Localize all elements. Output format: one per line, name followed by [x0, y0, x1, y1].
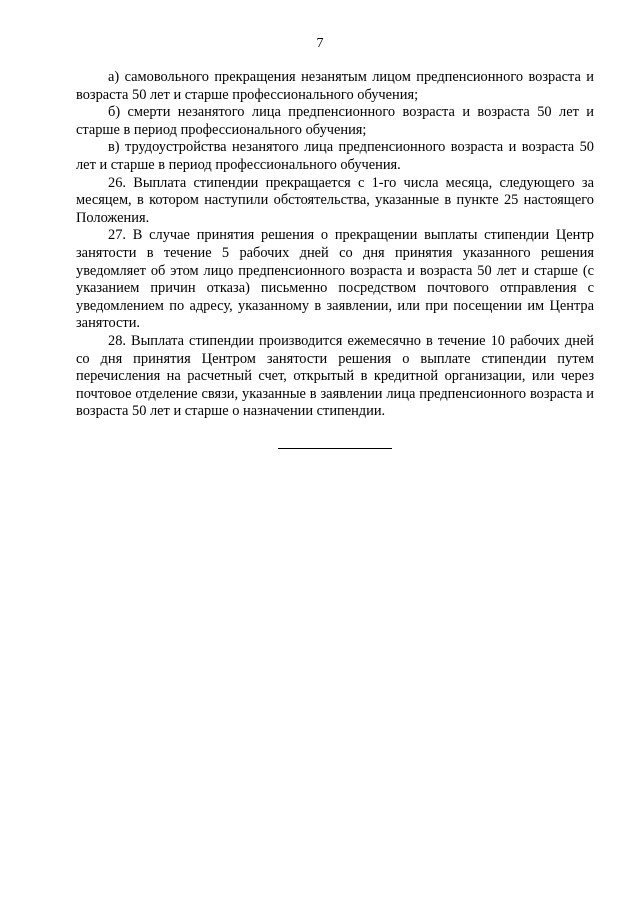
paragraph-v: в) трудоустройства незанятого лица предпенсионного возраста и возраста 50 лет и старше в период профессионального обучения.: [76, 139, 594, 173]
page-number: 7: [316, 36, 324, 51]
paragraph-28: 28. Выплата стипендии производится ежемесячно в течение 10 рабочих дней со дня принятия Центром занятости решения о выплате стипендии путем перечисления на расчетный счет, открытый в кредитной организации, или через почтовое отделение связи, указанные в заявлении лица предпенсионного возраста и возраста 50 лет и старше о назначении стипендии.: [76, 332, 594, 420]
paragraph-a: а) самовольного прекращения незанятым лицом предпенсионного возраста и возраста 50 лет и старше профессионального обучения;: [76, 69, 594, 103]
paragraph-26: 26. Выплата стипендии прекращается с 1-го числа месяца, следующего за месяцем, в котором наступили обстоятельства, указанные в пункте 25 настоящего Положения.: [76, 174, 594, 226]
paragraph-b: б) смерти незанятого лица предпенсионного возраста и возраста 50 лет и старше в период профессионального обучения;: [76, 104, 594, 138]
paragraph-27: 27. В случае принятия решения о прекращении выплаты стипендии Центр занятости в течение 5 рабочих дней со дня принятия указанного решения уведомляет об этом лицо предпенсионного возраста и возраста 50 лет и старше (с указанием причин отказа) письменно посредством почтового отправления с уведомлением по адресу, указанному в заявлении, или при посещении им Центра занятости.: [76, 227, 594, 332]
end-of-document-rule: [278, 448, 392, 449]
document-body: [76, 69, 594, 421]
